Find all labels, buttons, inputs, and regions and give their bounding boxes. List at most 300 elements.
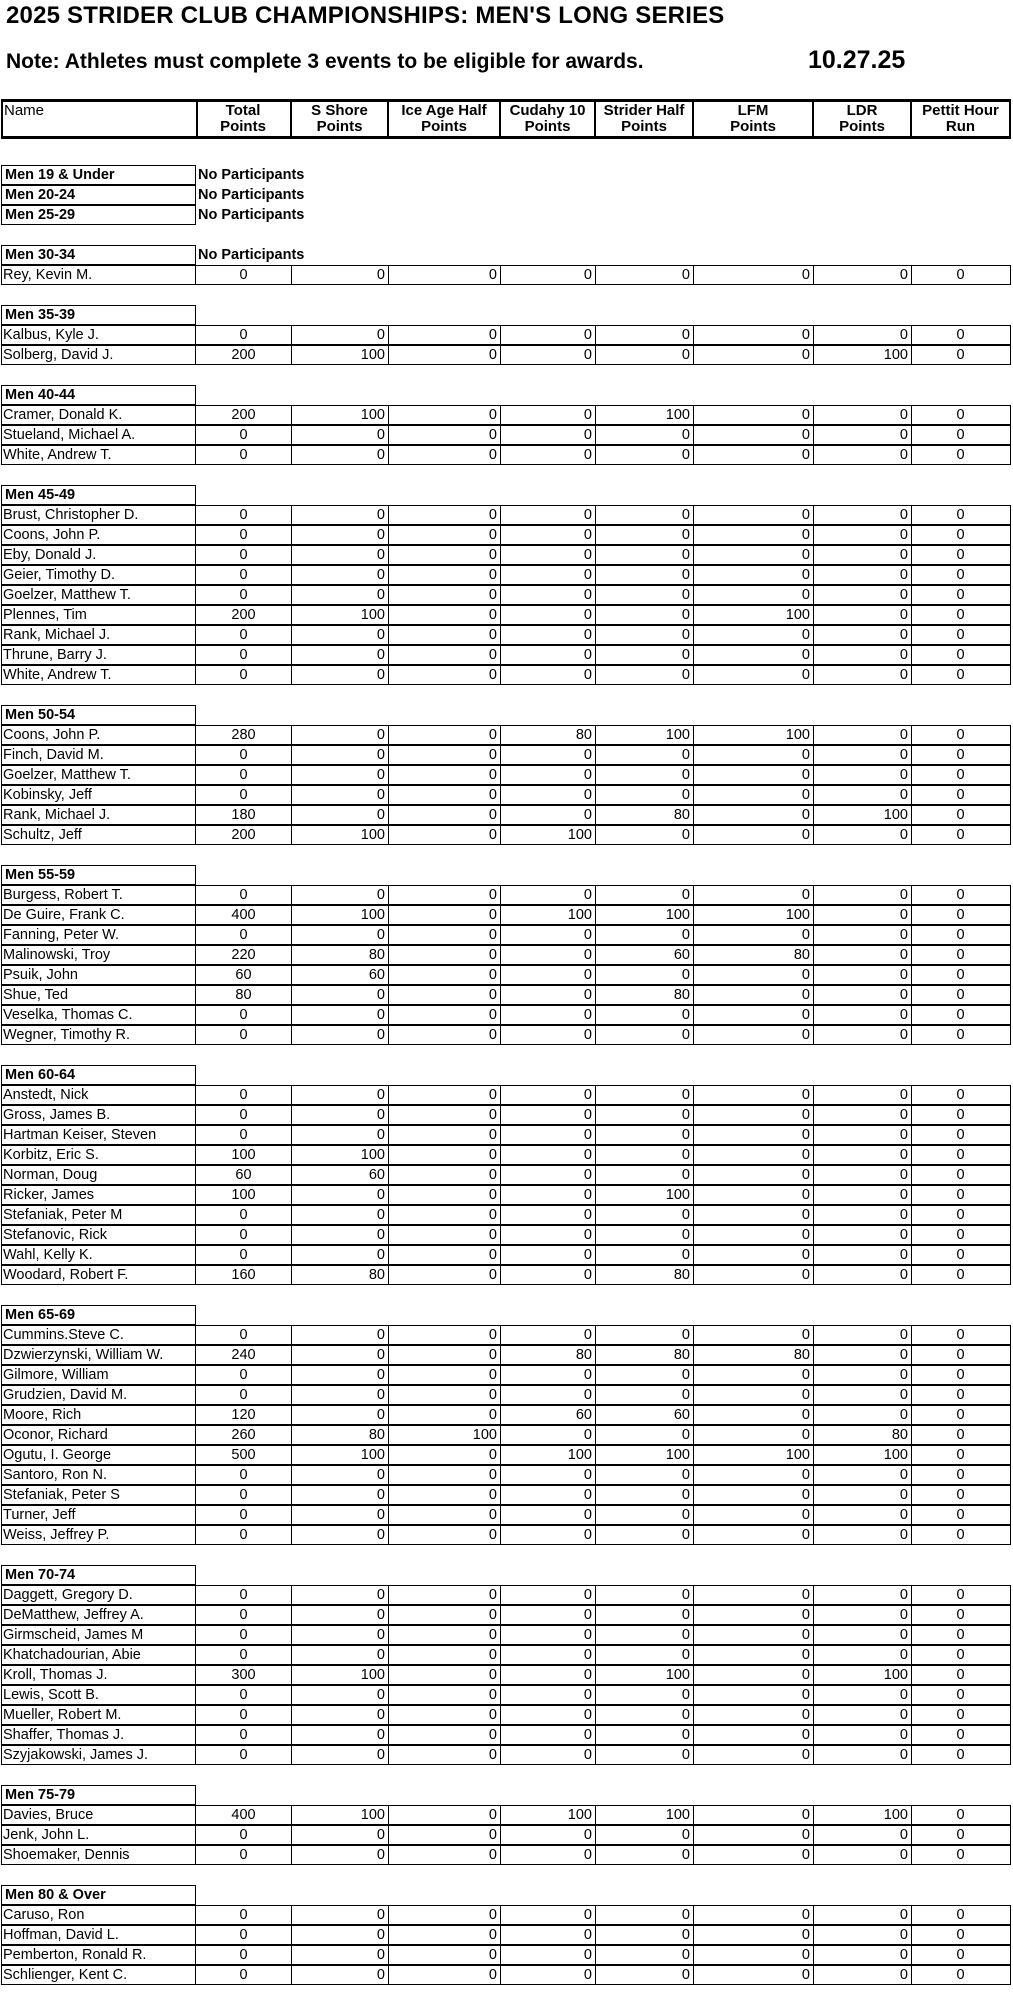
cell-total: 60 [196,966,292,984]
cell-ice-age-half: 0 [389,426,501,444]
cell-cudahy-10: 0 [501,1966,596,1984]
cell-ldr: 0 [814,266,912,284]
cell-s-shore: 0 [292,926,389,944]
athlete-name: Wegner, Timothy R. [1,1026,196,1044]
cell-lfm: 0 [694,1826,814,1844]
table-row [1,805,1011,825]
cell-lfm: 0 [694,1846,814,1864]
cell-strider-half: 0 [596,1646,694,1664]
cell-strider-half: 0 [596,1326,694,1344]
cell-ldr: 0 [814,1366,912,1384]
cell-pettit-hour-run: 0 [956,1827,965,1843]
cell-ice-age-half: 100 [389,1426,501,1444]
cell-cudahy-10: 0 [501,1366,596,1384]
cell-pettit-hour-run: 0 [956,1487,965,1503]
cell-total: 0 [196,1826,292,1844]
cell-ldr: 0 [814,766,912,784]
cell-ice-age-half: 0 [389,566,501,584]
athlete-name: White, Andrew T. [1,446,196,464]
athlete-name: Shaffer, Thomas J. [1,1726,196,1744]
cell-total: 220 [196,946,292,964]
cell-s-shore: 0 [292,626,389,644]
cell-cudahy-10: 0 [501,926,596,944]
cell-cudahy-10: 0 [501,326,596,344]
table-row [1,825,1011,845]
athlete-name: Gross, James B. [1,1106,196,1124]
cell-total: 300 [196,1666,292,1684]
cell-strider-half: 0 [596,766,694,784]
group-label: Men 70-74 [1,1565,196,1585]
cell-pettit-hour-run: 0 [956,1187,965,1203]
cell-strider-half: 0 [596,1826,694,1844]
cell-ldr: 0 [814,566,912,584]
cell-s-shore: 0 [292,506,389,524]
cell-lfm: 0 [694,1246,814,1264]
cell-ice-age-half: 0 [389,746,501,764]
cell-lfm: 0 [694,1946,814,1964]
cell-cudahy-10: 0 [501,1266,596,1284]
cell-ldr: 0 [814,1086,912,1104]
cell-strider-half: 0 [596,666,694,684]
athlete-name: Pemberton, Ronald R. [1,1946,196,1964]
athlete-name: Solberg, David J. [1,346,196,364]
cell-ice-age-half: 0 [389,406,501,424]
cell-ldr: 100 [814,1446,912,1464]
cell-lfm: 0 [694,1206,814,1224]
cell-ice-age-half: 0 [389,626,501,644]
cell-total: 0 [196,1326,292,1344]
cell-cudahy-10: 0 [501,1466,596,1484]
table-row [1,525,1011,545]
table-row [1,1965,1011,1985]
cell-ice-age-half: 0 [389,1966,501,1984]
cell-lfm: 0 [694,1646,814,1664]
cell-strider-half: 0 [596,1746,694,1764]
cell-lfm: 0 [694,1506,814,1524]
athlete-name: Lewis, Scott B. [1,1686,196,1704]
cell-pettit-hour-run: 0 [956,627,965,643]
cell-lfm: 0 [694,1746,814,1764]
table-row [1,725,1011,745]
cell-total: 0 [196,1026,292,1044]
cell-s-shore: 100 [292,1806,389,1824]
cell-total: 0 [196,446,292,464]
cell-ice-age-half: 0 [389,1086,501,1104]
cell-ldr: 0 [814,1406,912,1424]
cell-s-shore: 0 [292,1106,389,1124]
cell-pettit-hour-run: 0 [956,787,965,803]
cell-strider-half: 80 [596,806,694,824]
cell-s-shore: 0 [292,646,389,664]
cell-total: 0 [196,886,292,904]
table-row [1,1365,1011,1385]
cell-s-shore: 0 [292,1526,389,1544]
table-row [1,1625,1011,1645]
cell-cudahy-10: 0 [501,1386,596,1404]
cell-strider-half: 0 [596,1166,694,1184]
cell-strider-half: 0 [596,1846,694,1864]
cell-ldr: 0 [814,1206,912,1224]
cell-cudahy-10: 0 [501,646,596,664]
table-row [1,265,1011,285]
cell-ldr: 0 [814,746,912,764]
cell-pettit-hour-run: 0 [956,327,965,343]
cell-cudahy-10: 0 [501,1106,596,1124]
cell-strider-half: 0 [596,626,694,644]
cell-lfm: 0 [694,646,814,664]
cell-cudahy-10: 0 [501,1526,596,1544]
cell-lfm: 0 [694,506,814,524]
cell-s-shore: 100 [292,346,389,364]
cell-s-shore: 0 [292,746,389,764]
cell-ice-age-half: 0 [389,1806,501,1824]
header-cudahy-10: Cudahy 10 Points [501,102,596,136]
cell-total: 0 [196,526,292,544]
group-label: Men 20-24 [1,185,196,205]
cell-ice-age-half: 0 [389,1686,501,1704]
table-row [1,405,1011,425]
report-date: 10.27.25 [808,46,906,74]
cell-strider-half: 0 [596,1486,694,1504]
cell-lfm: 0 [694,1226,814,1244]
cell-total: 0 [196,1626,292,1644]
header-ldr: LDR Points [814,102,912,136]
cell-s-shore: 0 [292,1946,389,1964]
cell-s-shore: 100 [292,606,389,624]
cell-lfm: 0 [694,266,814,284]
cell-strider-half: 80 [596,1346,694,1364]
athlete-name: Dzwierzynski, William W. [1,1346,196,1364]
cell-lfm: 0 [694,546,814,564]
cell-s-shore: 0 [292,426,389,444]
table-row [1,1265,1011,1285]
athlete-name: Santoro, Ron N. [1,1466,196,1484]
cell-ice-age-half: 0 [389,886,501,904]
cell-total: 200 [196,406,292,424]
cell-pettit-hour-run: 0 [956,947,965,963]
cell-total: 180 [196,806,292,824]
cell-lfm: 0 [694,1366,814,1384]
athlete-name: Coons, John P. [1,526,196,544]
cell-strider-half: 0 [596,1966,694,1984]
cell-ice-age-half: 0 [389,1906,501,1924]
cell-strider-half: 0 [596,1946,694,1964]
cell-s-shore: 0 [292,1846,389,1864]
cell-s-shore: 0 [292,1586,389,1604]
cell-s-shore: 80 [292,1426,389,1444]
athlete-name: Oconor, Richard [1,1426,196,1444]
cell-pettit-hour-run: 0 [956,1527,965,1543]
cell-pettit-hour-run: 0 [956,1747,965,1763]
cell-cudahy-10: 0 [501,1626,596,1644]
cell-total: 400 [196,1806,292,1824]
cell-lfm: 0 [694,1266,814,1284]
cell-ldr: 0 [814,606,912,624]
cell-cudahy-10: 0 [501,1326,596,1344]
cell-lfm: 0 [694,1466,814,1484]
cell-lfm: 0 [694,666,814,684]
cell-cudahy-10: 0 [501,1846,596,1864]
cell-total: 0 [196,1006,292,1024]
cell-total: 0 [196,1506,292,1524]
cell-lfm: 100 [694,1446,814,1464]
cell-ice-age-half: 0 [389,1946,501,1964]
group-label: Men 30-34 [1,245,196,265]
group-label: Men 65-69 [1,1305,196,1325]
athlete-name: Daggett, Gregory D. [1,1586,196,1604]
cell-total: 0 [196,546,292,564]
group-label: Men 45-49 [1,485,196,505]
cell-lfm: 0 [694,1686,814,1704]
cell-cudahy-10: 0 [501,1946,596,1964]
cell-lfm: 0 [694,426,814,444]
cell-ice-age-half: 0 [389,1346,501,1364]
cell-ldr: 0 [814,1646,912,1664]
table-row [1,965,1011,985]
cell-pettit-hour-run: 0 [956,1087,965,1103]
cell-lfm: 0 [694,1666,814,1684]
cell-lfm: 0 [694,826,814,844]
cell-cudahy-10: 0 [501,546,596,564]
table-row [1,445,1011,465]
cell-ice-age-half: 0 [389,1506,501,1524]
group-label: Men 55-59 [1,865,196,885]
cell-total: 80 [196,986,292,1004]
cell-strider-half: 0 [596,786,694,804]
cell-ldr: 0 [814,726,912,744]
cell-strider-half: 0 [596,326,694,344]
group-label: Men 40-44 [1,385,196,405]
group-label: Men 19 & Under [1,165,196,185]
cell-ldr: 0 [814,926,912,944]
athlete-name: Grudzien, David M. [1,1386,196,1404]
cell-cudahy-10: 100 [501,826,596,844]
header-pettit-hour-run: Pettit Hour Run [922,102,999,135]
cell-ldr: 0 [814,986,912,1004]
cell-lfm: 0 [694,1146,814,1164]
cell-cudahy-10: 0 [501,266,596,284]
cell-s-shore: 0 [292,766,389,784]
cell-ice-age-half: 0 [389,1646,501,1664]
table-row [1,1805,1011,1825]
athlete-name: Stueland, Michael A. [1,426,196,444]
cell-strider-half: 0 [596,1426,694,1444]
table-row [1,745,1011,765]
athlete-name: Ogutu, I. George [1,1446,196,1464]
cell-pettit-hour-run: 0 [956,407,965,423]
cell-ice-age-half: 0 [389,1406,501,1424]
cell-s-shore: 0 [292,326,389,344]
cell-lfm: 0 [694,1026,814,1044]
eligibility-note: Note: Athletes must complete 3 events to be eligible for awards. [6,50,644,73]
cell-pettit-hour-run: 0 [956,267,965,283]
cell-pettit-hour-run: 0 [956,427,965,443]
cell-ldr: 100 [814,1666,912,1684]
cell-s-shore: 100 [292,406,389,424]
cell-ldr: 0 [814,406,912,424]
cell-s-shore: 0 [292,1366,389,1384]
cell-strider-half: 0 [596,566,694,584]
cell-cudahy-10: 0 [501,1506,596,1524]
cell-pettit-hour-run: 0 [956,1107,965,1123]
cell-strider-half: 0 [596,1926,694,1944]
header-lfm: LFM Points [694,102,814,136]
cell-pettit-hour-run: 0 [956,1227,965,1243]
cell-strider-half: 0 [596,1726,694,1744]
cell-ldr: 0 [814,1346,912,1364]
cell-s-shore: 0 [292,1486,389,1504]
cell-strider-half: 100 [596,406,694,424]
cell-pettit-hour-run: 0 [956,1907,965,1923]
table-row [1,1645,1011,1665]
cell-ldr: 0 [814,966,912,984]
table-row [1,785,1011,805]
cell-pettit-hour-run: 0 [956,1647,965,1663]
group-label: Men 60-64 [1,1065,196,1085]
cell-ldr: 0 [814,1186,912,1204]
cell-pettit-hour-run: 0 [956,1407,965,1423]
table-row [1,1745,1011,1765]
header-name: Name [1,102,198,136]
athlete-name: Girmscheid, James M [1,1626,196,1644]
athlete-name: Anstedt, Nick [1,1086,196,1104]
cell-s-shore: 0 [292,1726,389,1744]
table-row [1,1005,1011,1025]
athlete-name: Hartman Keiser, Steven [1,1126,196,1144]
cell-strider-half: 0 [596,1526,694,1544]
cell-cudahy-10: 0 [501,1426,596,1444]
table-row [1,1125,1011,1145]
cell-total: 0 [196,746,292,764]
cell-lfm: 0 [694,586,814,604]
athlete-name: Caruso, Ron [1,1906,196,1924]
athlete-name: Shue, Ted [1,986,196,1004]
cell-lfm: 0 [694,1126,814,1144]
cell-ldr: 0 [814,506,912,524]
athlete-name: Psuik, John [1,966,196,984]
cell-ldr: 100 [814,346,912,364]
table-row [1,1225,1011,1245]
cell-pettit-hour-run: 0 [956,1467,965,1483]
cell-s-shore: 80 [292,1266,389,1284]
cell-pettit-hour-run: 0 [956,927,965,943]
cell-total: 100 [196,1186,292,1204]
cell-ldr: 80 [814,1426,912,1444]
cell-lfm: 0 [694,346,814,364]
cell-lfm: 0 [694,1726,814,1744]
cell-lfm: 80 [694,1346,814,1364]
table-row [1,985,1011,1005]
cell-pettit-hour-run: 0 [956,1947,965,1963]
cell-total: 0 [196,1126,292,1144]
table-row [1,585,1011,605]
cell-ice-age-half: 0 [389,1726,501,1744]
table-row [1,1185,1011,1205]
cell-total: 200 [196,826,292,844]
cell-s-shore: 0 [292,1026,389,1044]
cell-cudahy-10: 0 [501,586,596,604]
cell-s-shore: 100 [292,1146,389,1164]
cell-total: 0 [196,1646,292,1664]
cell-s-shore: 0 [292,1926,389,1944]
cell-ldr: 0 [814,1626,912,1644]
cell-lfm: 0 [694,1586,814,1604]
cell-pettit-hour-run: 0 [956,667,965,683]
cell-pettit-hour-run: 0 [956,607,965,623]
cell-total: 260 [196,1426,292,1444]
cell-strider-half: 0 [596,746,694,764]
cell-s-shore: 0 [292,726,389,744]
cell-ice-age-half: 0 [389,526,501,544]
cell-cudahy-10: 80 [501,1346,596,1364]
cell-ldr: 0 [814,1726,912,1744]
athlete-name: Finch, David M. [1,746,196,764]
cell-strider-half: 0 [596,646,694,664]
cell-ice-age-half: 0 [389,1326,501,1344]
cell-ice-age-half: 0 [389,806,501,824]
cell-ice-age-half: 0 [389,906,501,924]
table-row [1,1945,1011,1965]
cell-ice-age-half: 0 [389,1366,501,1384]
cell-lfm: 0 [694,1486,814,1504]
cell-ldr: 0 [814,1146,912,1164]
cell-total: 0 [196,1726,292,1744]
cell-s-shore: 0 [292,1246,389,1264]
header-total: Total Points [196,102,292,136]
cell-s-shore: 100 [292,906,389,924]
cell-total: 0 [196,586,292,604]
cell-lfm: 0 [694,886,814,904]
athlete-name: Jenk, John L. [1,1826,196,1844]
table-row [1,1145,1011,1165]
athlete-name: Veselka, Thomas C. [1,1006,196,1024]
cell-total: 60 [196,1166,292,1184]
cell-pettit-hour-run: 0 [956,767,965,783]
cell-ldr: 0 [814,1006,912,1024]
cell-pettit-hour-run: 0 [956,1507,965,1523]
table-row [1,1105,1011,1125]
cell-ldr: 0 [814,326,912,344]
cell-total: 0 [196,266,292,284]
cell-ldr: 0 [814,1826,912,1844]
table-row [1,1025,1011,1045]
cell-cudahy-10: 0 [501,626,596,644]
athlete-name: Goelzer, Matthew T. [1,586,196,604]
cell-total: 0 [196,1226,292,1244]
table-row [1,1665,1011,1685]
cell-strider-half: 0 [596,1586,694,1604]
cell-ice-age-half: 0 [389,1166,501,1184]
table-row [1,765,1011,785]
cell-cudahy-10: 0 [501,1166,596,1184]
cell-total: 0 [196,1846,292,1864]
cell-ice-age-half: 0 [389,586,501,604]
cell-lfm: 0 [694,1806,814,1824]
cell-lfm: 0 [694,526,814,544]
table-row [1,1325,1011,1345]
cell-total: 0 [196,1686,292,1704]
page-title: 2025 STRIDER CLUB CHAMPIONSHIPS: MEN'S LONG SERIES [6,2,725,29]
cell-lfm: 0 [694,1906,814,1924]
cell-lfm: 0 [694,446,814,464]
cell-ice-age-half: 0 [389,1606,501,1624]
cell-strider-half: 0 [596,1626,694,1644]
cell-ldr: 0 [814,1606,912,1624]
cell-s-shore: 0 [292,1686,389,1704]
cell-cudahy-10: 0 [501,1246,596,1264]
cell-s-shore: 0 [292,986,389,1004]
athlete-name: Burgess, Robert T. [1,886,196,904]
